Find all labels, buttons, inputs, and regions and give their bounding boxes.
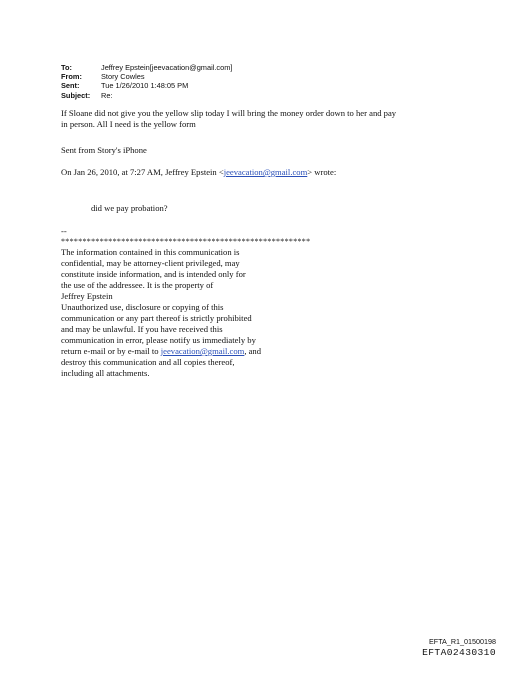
disclaimer-line-prefix: return e-mail or by e-mail to: [61, 346, 161, 356]
message-signature: Sent from Story's iPhone: [61, 145, 147, 155]
disclaimer-line: destroy this communication and all copies thereof,: [61, 357, 235, 367]
disclaimer-line: including all attachments.: [61, 368, 150, 378]
to-value: Jeffrey Epstein[jeevacation@gmail.com]: [101, 63, 233, 72]
document-id-secondary: EFTA02430310: [422, 647, 496, 658]
disclaimer-line: communication or any part thereof is strictly prohibited: [61, 313, 252, 323]
disclaimer-email-link[interactable]: jeevacation@gmail.com: [160, 346, 245, 356]
document-id-primary: EFTA_R1_01500198: [429, 637, 496, 646]
message-body: [61, 108, 396, 130]
to-label: To:: [61, 63, 72, 72]
disclaimer-line: and may be unlawful. If you have received this: [61, 324, 223, 334]
sent-label: Sent:: [61, 81, 80, 91]
disclaimer-line-suffix: , and: [244, 346, 262, 356]
quoted-text: did we pay probation?: [91, 203, 168, 213]
quote-prefix: On Jan 26, 2010, at 7:27 AM, Jeffrey Epstein <: [61, 167, 224, 177]
disclaimer-line: Unauthorized use, disclosure or copying of this: [61, 302, 224, 312]
disclaimer-text: [61, 247, 261, 379]
sent-value: Tue 1/26/2010 1:48:05 PM: [101, 81, 189, 91]
disclaimer-line: confidential, may be attorney-client privileged, may: [61, 258, 240, 268]
quote-email-link[interactable]: jeevacation@gmail.com: [223, 167, 308, 177]
message-line-2: in person. All I need is the yellow form: [61, 119, 196, 129]
disclaimer-stars: **********************************************************: [61, 237, 311, 246]
disclaimer-line: The information contained in this communication is: [61, 247, 240, 257]
disclaimer-line: Jeffrey Epstein: [61, 291, 113, 301]
email-header: [61, 63, 232, 100]
disclaimer-line: [61, 346, 261, 357]
quote-attribution: [61, 167, 336, 178]
message-line-1: If Sloane did not give you the yellow slip today I will bring the money order down to her and pay: [61, 108, 397, 118]
disclaimer-line: communication in error, please notify us immediately by: [61, 335, 256, 345]
from-label: From:: [61, 72, 82, 82]
subject-label: Subject:: [61, 90, 91, 100]
from-value: Story Cowles: [101, 72, 145, 82]
disclaimer-dashes: --: [61, 226, 67, 236]
disclaimer-line: constitute inside information, and is intended only for: [61, 269, 246, 279]
quote-suffix: > wrote:: [307, 167, 337, 177]
disclaimer-line: the use of the addressee. It is the property of: [61, 280, 214, 290]
subject-value: Re:: [101, 90, 113, 100]
